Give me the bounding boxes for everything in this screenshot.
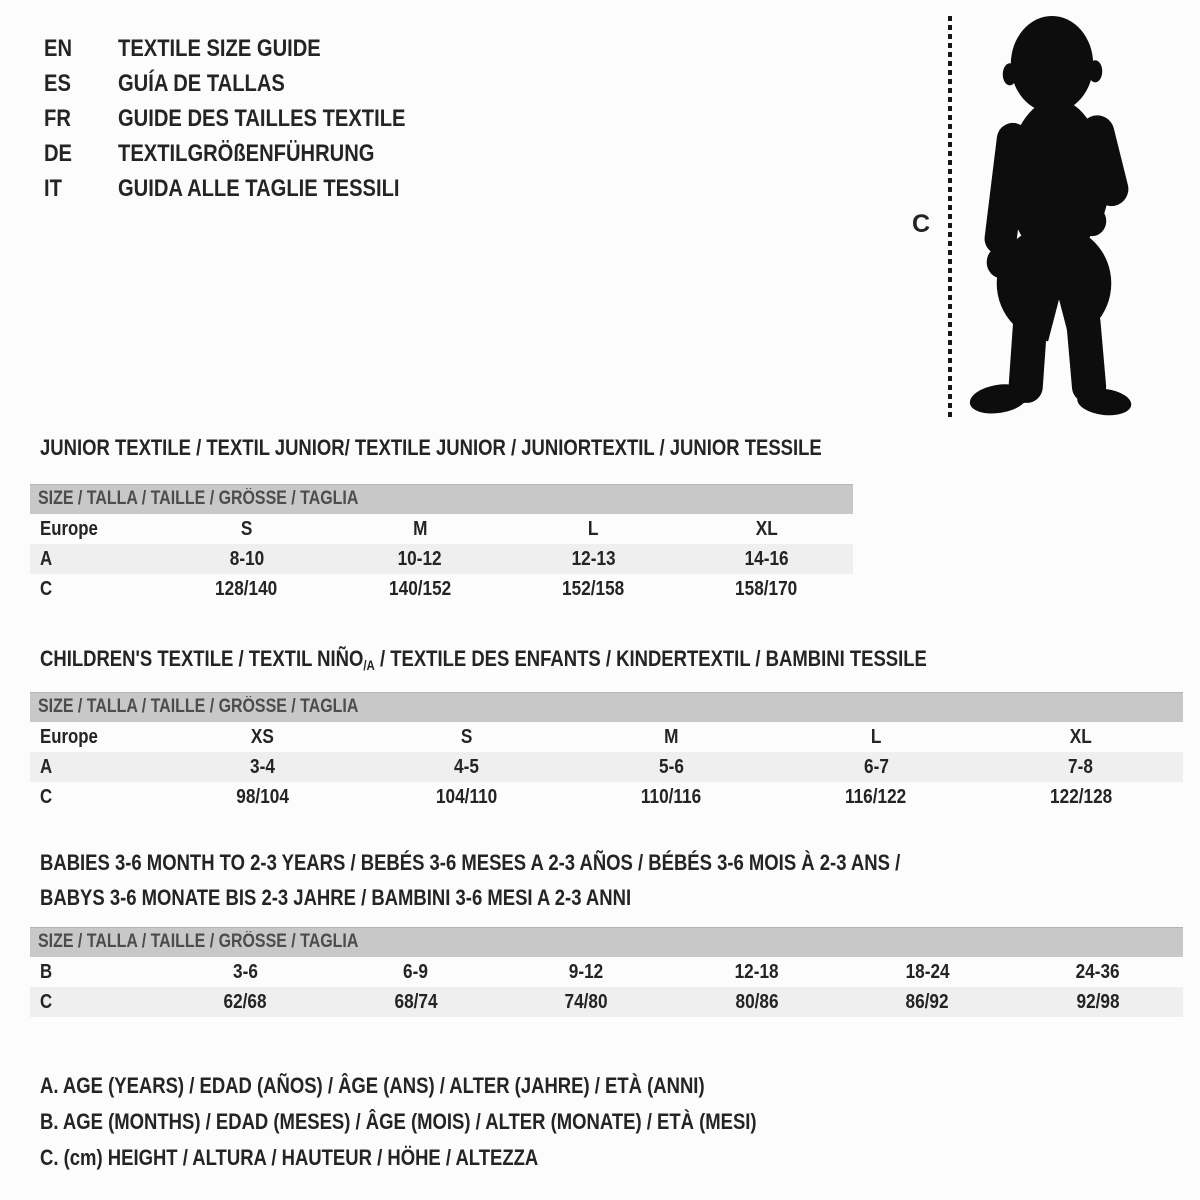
size-cell: 24-36	[1075, 960, 1120, 983]
size-cell: 104/110	[436, 785, 498, 808]
size-cell: 3-6	[232, 960, 258, 983]
language-code: FR	[44, 105, 71, 132]
table-row	[30, 987, 1183, 1017]
size-cell: XL	[1069, 725, 1092, 748]
table-row	[30, 544, 853, 574]
nino-sub-a: /A	[363, 657, 375, 673]
language-title: GUÍA DE TALLAS	[118, 70, 285, 97]
table-row	[30, 752, 1183, 782]
size-cell: 152/158	[562, 577, 625, 600]
size-cell: 140/152	[388, 577, 451, 600]
size-cell: 68/74	[394, 990, 438, 1013]
legend-line-b: B. AGE (MONTHS) / EDAD (MESES) / ÂGE (MOIS) / ALTER (MONATE) / ETÀ (MESI)	[40, 1109, 757, 1134]
table-row	[30, 514, 853, 544]
legend-line-a: A. AGE (YEARS) / EDAD (AÑOS) / ÂGE (ANS) / ALTER (JAHRE) / ETÀ (ANNI)	[40, 1073, 705, 1098]
children-section-title: CHILDREN'S TEXTILE / TEXTIL NIÑO/A / TEXTILE DES ENFANTS / KINDERTEXTIL / BAMBINI TESSILE	[40, 646, 927, 673]
size-cell: 122/128	[1049, 785, 1112, 808]
size-header-bar: SIZE / TALLA / TAILLE / GRÖSSE / TAGLIA	[30, 927, 1183, 957]
language-title: TEXTILGRÖßENFÜHRUNG	[118, 140, 375, 167]
size-cell: 10-12	[397, 547, 442, 570]
size-cell: 110/116	[641, 785, 702, 808]
legend	[40, 1068, 893, 1176]
size-cell: 4-5	[454, 755, 480, 778]
children-size-table	[30, 692, 1183, 812]
legend-line-c: C. (cm) HEIGHT / ALTURA / HAUTEUR / HÖHE / ALTEZZA	[40, 1145, 539, 1170]
size-cell: 8-10	[229, 547, 264, 570]
size-cell: 98/104	[235, 785, 289, 808]
language-code: EN	[44, 35, 73, 62]
language-row	[44, 171, 460, 206]
size-cell: S	[461, 725, 473, 748]
row-label: C	[40, 577, 53, 600]
size-cell: 5-6	[659, 755, 684, 778]
language-row	[44, 66, 460, 101]
size-cell: 14-16	[744, 547, 789, 570]
language-title: GUIDE DES TAILLES TEXTILE	[118, 105, 406, 132]
size-cell: XS	[250, 725, 274, 748]
babies-section-title: BABIES 3-6 MONTH TO 2-3 YEARS / BEBÉS 3-6 MESES A 2-3 AÑOS / BÉBÉS 3-6 MOIS À 2-3 ANS / BABYS 3-6 MONATE BIS 2-3 JAHRE / BAMBINI 3-6 MESI A 2-3 ANNI	[40, 850, 901, 910]
size-header-bar: SIZE / TALLA / TAILLE / GRÖSSE / TAGLIA	[30, 484, 853, 514]
language-code: DE	[44, 140, 73, 167]
height-measure-dashed-line	[948, 16, 952, 420]
language-row	[44, 31, 460, 66]
size-cell: M	[412, 517, 428, 540]
toddler-silhouette	[968, 14, 1140, 420]
size-cell: 80/86	[735, 990, 779, 1013]
size-cell: XL	[755, 517, 778, 540]
row-label: Europe	[40, 517, 98, 540]
size-cell: S	[240, 517, 253, 540]
size-cell: 158/170	[735, 577, 798, 600]
row-label: C	[40, 990, 53, 1013]
table-row	[30, 722, 1183, 752]
language-row	[44, 136, 460, 171]
size-cell: L	[870, 725, 882, 748]
size-cell: 128/140	[215, 577, 278, 600]
size-cell: 12-13	[571, 547, 616, 570]
language-title: TEXTILE SIZE GUIDE	[118, 35, 321, 62]
size-cell: 18-24	[905, 960, 950, 983]
language-code: IT	[44, 175, 62, 202]
size-header-bar: SIZE / TALLA / TAILLE / GRÖSSE / TAGLIA	[30, 692, 1183, 722]
size-cell: 7-8	[1068, 755, 1094, 778]
size-cell: M	[664, 725, 679, 748]
size-cell: 6-9	[403, 960, 429, 983]
row-label: A	[40, 547, 53, 570]
table-row	[30, 574, 853, 604]
size-cell: 9-12	[569, 960, 604, 983]
junior-size-table	[30, 484, 853, 604]
table-row	[30, 782, 1183, 812]
table-row	[30, 957, 1183, 987]
size-cell: 86/92	[905, 990, 949, 1013]
language-code: ES	[44, 70, 71, 97]
size-cell: 62/68	[223, 990, 267, 1013]
row-label: C	[40, 785, 53, 808]
language-title: GUIDA ALLE TAGLIE TESSILI	[118, 175, 400, 202]
size-cell: 12-18	[734, 960, 779, 983]
row-label: Europe	[40, 725, 98, 748]
size-cell: 92/98	[1076, 990, 1120, 1013]
size-cell: 116/122	[845, 785, 907, 808]
size-cell: 3-4	[249, 755, 275, 778]
row-label: A	[40, 755, 53, 778]
size-cell: 6-7	[863, 755, 889, 778]
language-list	[44, 31, 460, 206]
size-cell: 74/80	[564, 990, 608, 1013]
measure-label-c: C	[912, 210, 931, 238]
junior-section-title: JUNIOR TEXTILE / TEXTIL JUNIOR/ TEXTILE JUNIOR / JUNIORTEXTIL / JUNIOR TESSILE	[40, 435, 822, 460]
row-label: B	[40, 960, 53, 983]
babies-size-table	[30, 927, 1183, 1017]
language-row	[44, 101, 460, 136]
size-cell: L	[587, 517, 599, 540]
